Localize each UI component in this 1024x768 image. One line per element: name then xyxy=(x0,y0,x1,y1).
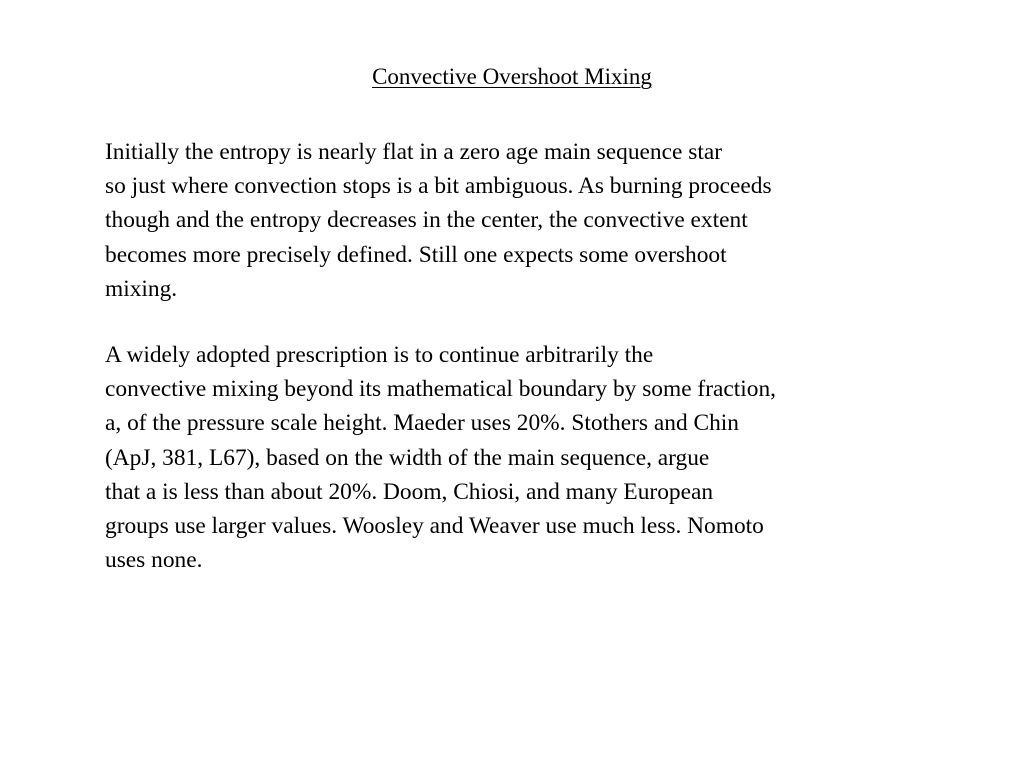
paragraph-line: Initially the entropy is nearly flat in a zero age main sequence star xyxy=(105,139,723,165)
paragraph-line: that a is less than about 20%. Doom, Chiosi, and many European xyxy=(105,478,714,505)
paragraph-line: mixing. xyxy=(105,275,178,302)
paragraph-line: uses none. xyxy=(105,547,203,574)
paragraph-entropy xyxy=(105,135,772,306)
paragraph-line: a, of the pressure scale height. Maeder uses 20%. Stothers and Chin xyxy=(105,410,739,437)
paragraph-line: though and the entropy decreases in the center, the convective extent xyxy=(105,207,748,234)
paragraph-line: (ApJ, 381, L67), based on the width of the main sequence, argue xyxy=(105,444,710,471)
paragraph-line: A widely adopted prescription is to continue arbitrarily the xyxy=(105,342,654,368)
paragraph-line: becomes more precisely defined. Still one expects some overshoot xyxy=(105,241,727,268)
paragraph-line: convective mixing beyond its mathematical boundary by some fraction, xyxy=(105,376,776,403)
paragraph-line: groups use larger values. Woosley and Weaver use much less. Nomoto xyxy=(105,513,764,540)
paragraph-prescription xyxy=(105,338,776,577)
slide-title: Convective Overshoot Mixing xyxy=(372,64,652,89)
paragraph-line: so just where convection stops is a bit ambiguous. As burning proceeds xyxy=(105,173,772,200)
